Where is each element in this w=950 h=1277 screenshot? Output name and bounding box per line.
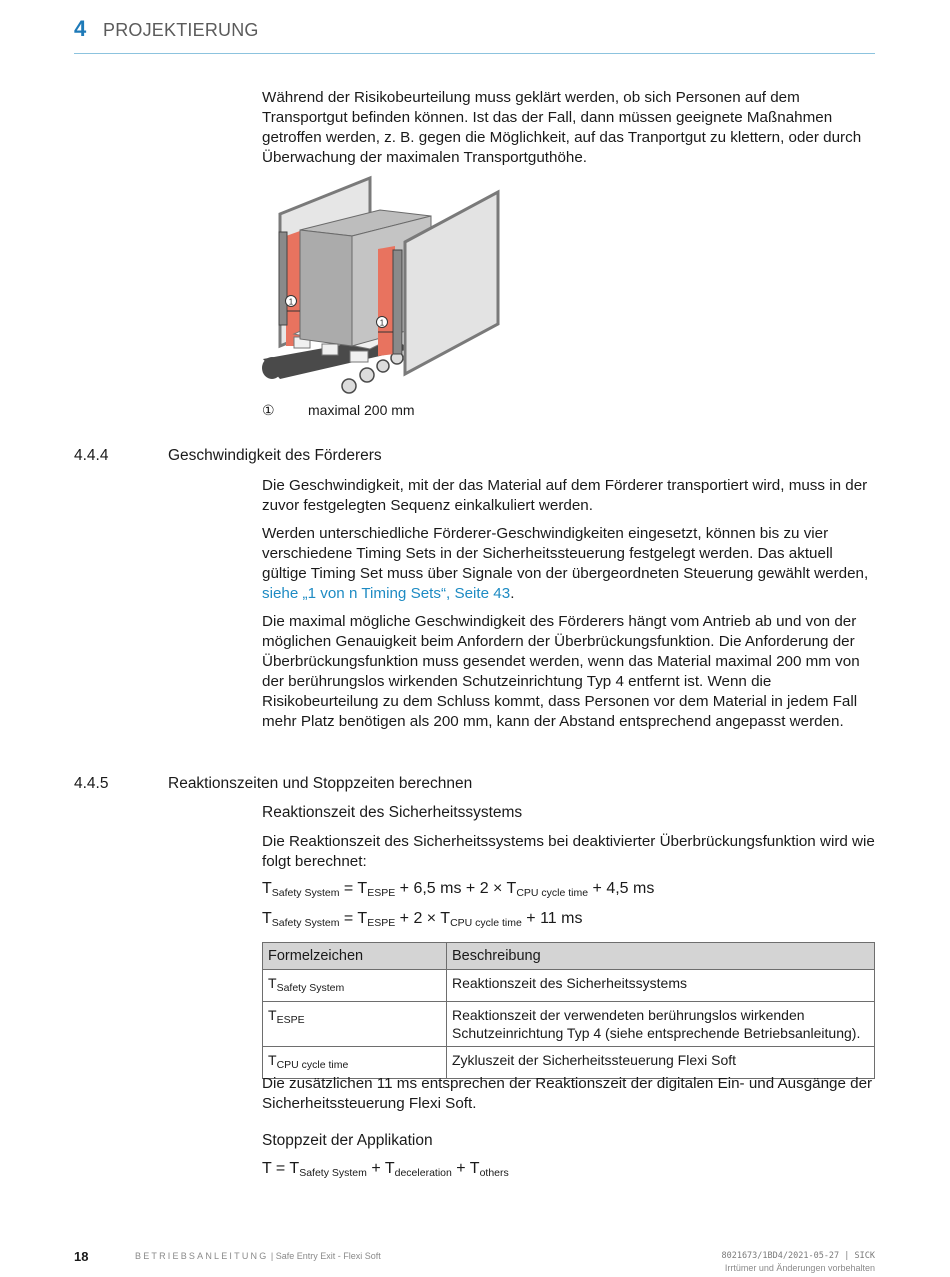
paragraph-timing-sets: [262, 524, 876, 604]
table-header-cell: Formelzeichen: [263, 943, 447, 970]
chapter-number: 4: [74, 16, 87, 41]
section-heading-4-4-5: [74, 775, 472, 793]
symbol-cell: $T_{ESPE}$: [263, 1002, 447, 1047]
description-cell: Reaktionszeit der verwendeten berührungslos wirkenden Schutzeinrichtung Typ 4 (siehe entsprechende Betriebsanleitung).: [447, 1002, 875, 1047]
roller: [377, 360, 389, 372]
symbol-cell: $T_{CPU cycle time}$: [263, 1047, 447, 1079]
formula-subscript: Safety System: [299, 1167, 367, 1179]
roller: [360, 368, 374, 382]
footer-doc-type: BETRIEBSANLEITUNG: [135, 1251, 269, 1261]
conveyor-illustration: [260, 174, 510, 399]
right-curtain-post: [393, 250, 402, 354]
footer-separator: |: [268, 1251, 276, 1261]
footer-doc-id: 8021673/1BD4/2021-05-27 | SICK: [721, 1251, 875, 1261]
formula-reaction-time-2: $T_{Safety System} = T_{ESPE} + 2 \times T_{CPU cycle time} + 11$ ms: [262, 910, 583, 929]
formula-term: + 4,5 ms: [588, 880, 655, 897]
roller: [342, 379, 356, 393]
legend-marker: ①: [262, 402, 275, 418]
table-row: [263, 1002, 875, 1047]
chapter-header: [74, 16, 875, 54]
formula-subscript: deceleration: [394, 1167, 452, 1179]
left-curtain-field: [286, 231, 300, 346]
table-row: [263, 970, 875, 1002]
table-header-cell: Beschreibung: [447, 943, 875, 970]
formula-term: + 11 ms: [521, 910, 583, 927]
box-front: [300, 230, 352, 346]
section-number: 4.4.5: [74, 775, 109, 792]
section-number: 4.4.4: [74, 447, 109, 464]
symbol-subscript: CPU cycle time: [276, 1059, 349, 1071]
table-header-row: [263, 943, 875, 970]
formula-subscript: ESPE: [367, 887, 396, 899]
pallet-foot: [322, 344, 338, 355]
formula-subscript: CPU cycle time: [450, 917, 522, 929]
legend-text: maximal 200 mm: [308, 402, 415, 418]
pallet-foot: [350, 351, 368, 362]
formula-stop-time: $T = T_{Safety System} + T_{deceleration} + T_{others}$: [262, 1160, 509, 1179]
paragraph: Die zusätzlichen 11 ms entsprechen der Reaktionszeit der digitalen Ein- und Ausgänge der Sicherheitssteuerung Flexi Soft.: [262, 1075, 873, 1112]
cross-reference-link[interactable]: siehe „1 von n Timing Sets“, Seite 43: [262, 585, 511, 602]
section-title: Geschwindigkeit des Förderers: [168, 447, 382, 464]
paragraph: Die Geschwindigkeit, mit der das Material auf dem Förderer transportiert wird, muss in der zuvor festgelegten Sequenz einkalkuliert werden.: [262, 477, 868, 514]
formula-subscript: ESPE: [367, 917, 396, 929]
formula-subscript: Safety System: [271, 917, 340, 929]
figure-legend: [262, 402, 415, 419]
symbol-subscript: Safety System: [276, 982, 345, 994]
section-title: Reaktionszeiten und Stoppzeiten berechnen: [168, 775, 473, 792]
paragraph-text: Werden unterschiedliche Förderer-Geschwindigkeiten eingesetzt, können bis zu vier verschiedene Timing Sets in der Sicherheitssteuerung festgelegt werden. Das aktuell gültige Timing Set muss über Signale von der übergeordneten Steuerung gewählt werden,: [262, 525, 869, 582]
right-curtain-field: [378, 246, 395, 356]
chapter-title: PROJEKTIERUNG: [103, 20, 259, 40]
page-number: 18: [74, 1249, 89, 1264]
symbol-subscript: ESPE: [276, 1014, 305, 1026]
formula-subscript: others: [479, 1167, 509, 1179]
formula-subscript: CPU cycle time: [516, 887, 589, 899]
intro-paragraph: Während der Risikobeurteilung muss geklärt werden, ob sich Personen auf dem Transportgut befinden können. Ist das der Fall, dann müssen geeignete Maßnahmen getroffen werden, z. B. gegen die Möglichkeit, auf das Tranportgut zu klettern, oder durch Überwachung der maximalen Transportguthöhe.: [262, 89, 862, 166]
callout-number-left: 1: [288, 297, 294, 307]
symbol-cell: $T_{Safety System}$: [263, 970, 447, 1002]
formula-term: + 2 ×: [395, 910, 441, 927]
callout-number-right: 1: [379, 318, 385, 328]
symbol-definition-table: [262, 942, 875, 1079]
footer-right: [721, 1250, 875, 1274]
formula-term: + 6,5 ms + 2 ×: [395, 880, 507, 897]
footer-product: Safe Entry Exit - Flexi Soft: [275, 1251, 381, 1261]
footer-disclaimer: Irrtümer und Änderungen vorbehalten: [724, 1263, 875, 1273]
description-cell: Reaktionszeit des Sicherheitssystems: [447, 970, 875, 1002]
paragraph: Die Reaktionszeit des Sicherheitssystems bei deaktivierter Überbrückungsfunktion wird wie folgt berechnet:: [262, 833, 875, 870]
subheading-stop-time: Stoppzeit der Applikation: [262, 1132, 433, 1149]
formula-reaction-time-1: $T_{Safety System} = T_{ESPE} + 6,5$ ms + $2 \times T_{CPU cycle time} + 4,5$ ms: [262, 880, 655, 899]
paragraph: Die maximal mögliche Geschwindigkeit des Förderers hängt vom Antrieb ab und von der möglichen Genauigkeit beim Anfordern der Überbrückungsfunktion. Die Anforderung der Überbrückungsfunktion muss gesendet werden, wenn das Material maximal 200 mm von der berührungslos wirkenden Schutzeinrichtung Typ 4 entfernt ist. Wenn die Risikobeurteilung zu dem Schluss kommt, dass Personen vor dem Material in jedem Fall mehr Platz benötigen als 200 mm, kann der Abstand entsprechend angepasst werden.: [262, 613, 860, 730]
left-curtain-post: [279, 232, 287, 325]
footer-document-info: [135, 1251, 381, 1261]
section-heading-4-4-4: [74, 447, 382, 465]
paragraph-suffix: .: [510, 585, 515, 602]
description-cell: Zykluszeit der Sicherheitssteuerung Flexi Soft: [447, 1047, 875, 1079]
conveyor-belt-end: [262, 357, 282, 379]
subheading-reaction-time: Reaktionszeit des Sicherheitssystems: [262, 804, 523, 821]
formula-subscript: Safety System: [271, 887, 340, 899]
formula-term: T = T: [262, 1160, 300, 1177]
conveyor-svg: [260, 174, 510, 399]
